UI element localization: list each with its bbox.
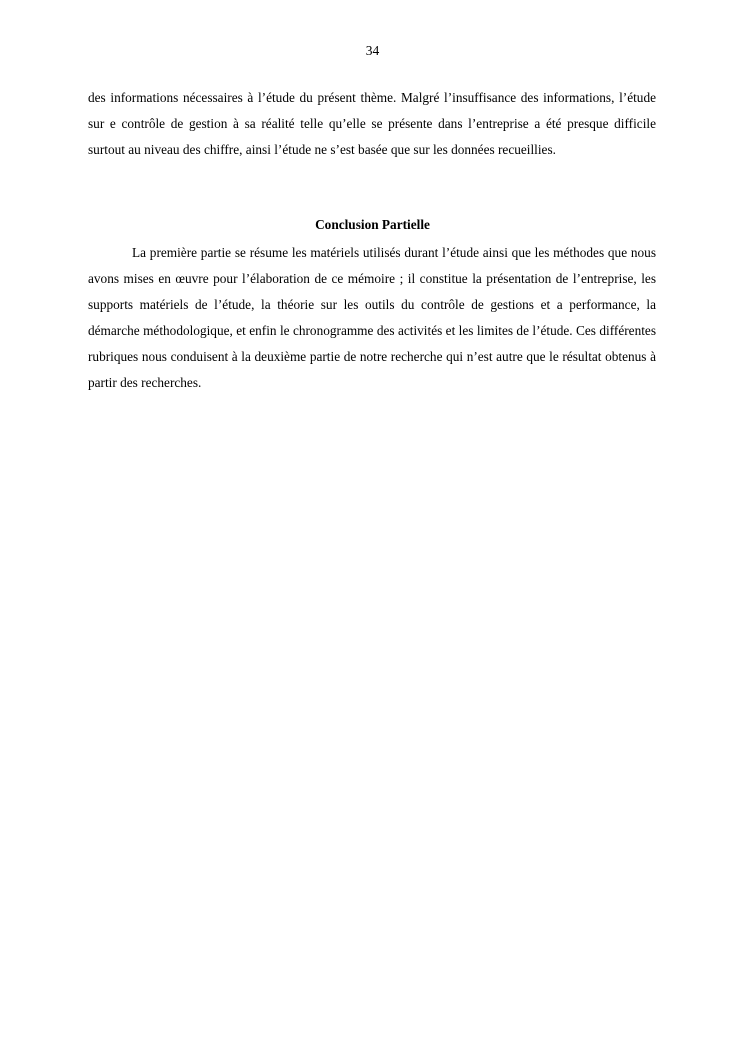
paragraph-intro: des informations nécessaires à l’étude du présent thème. Malgré l’insuffisance des informations, l’étude sur e contrôle de gestion à sa réalité telle qu’elle se présente dans l’entreprise a été presque difficile surtout au niveau des chiffre, ainsi l’étude ne s’est basée que sur les données recueillies. xyxy=(88,90,656,157)
paragraph-conclusion: La première partie se résume les matériels utilisés durant l’étude ainsi que les méthodes que nous avons mises en œuvre pour l’élaboration de ce mémoire ; il constitue la présentation de l’entreprise, les supports matériels de l’étude, la théorie sur les outils du contrôle de gestions et a performance, la démarche méthodologique, et enfin le chronogramme des activités et les limites de l’étude. Ces différentes rubriques nous conduisent à la deuxième partie de notre recherche qui n’est autre que le résultat obtenus à partir des recherches. xyxy=(88,245,656,390)
section-heading-conclusion: Conclusion Partielle xyxy=(315,217,430,232)
page-number: 34 xyxy=(365,43,380,58)
